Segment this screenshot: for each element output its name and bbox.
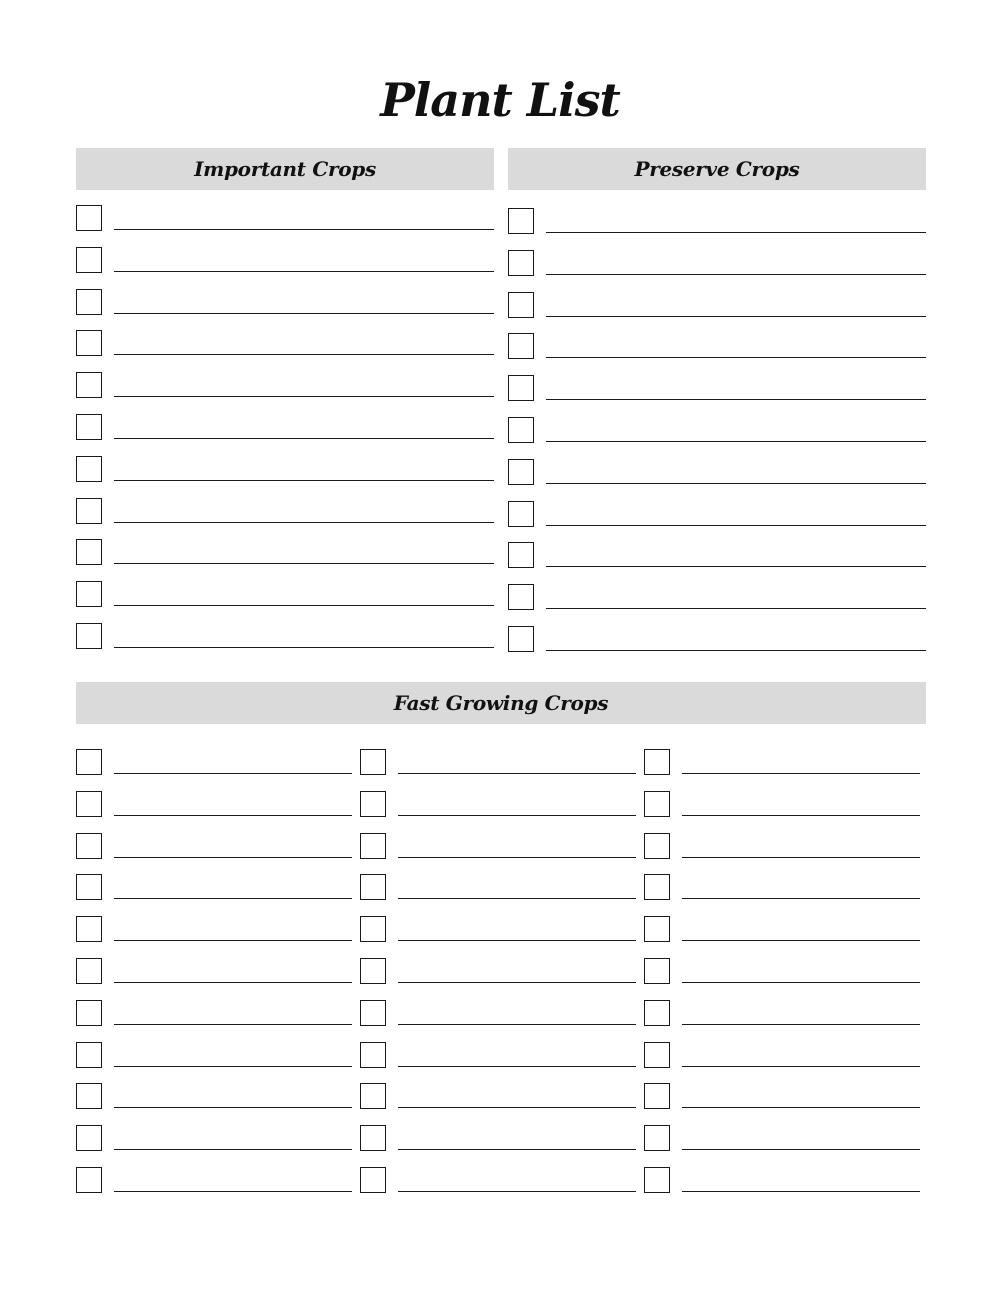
checkbox[interactable] (76, 330, 102, 356)
checkbox[interactable] (76, 1000, 102, 1026)
checkbox[interactable] (76, 833, 102, 859)
checkbox[interactable] (76, 581, 102, 607)
fast-growing-crops-row (76, 833, 352, 861)
checkbox[interactable] (508, 417, 534, 443)
checkbox[interactable] (76, 874, 102, 900)
important-crops-row (76, 330, 494, 358)
fast-growing-crops-list-col-1 (76, 749, 352, 1195)
checkbox[interactable] (508, 459, 534, 485)
checkbox[interactable] (76, 1083, 102, 1109)
write-in-line[interactable] (398, 982, 636, 983)
write-in-line[interactable] (546, 274, 926, 275)
checkbox[interactable] (508, 542, 534, 568)
important-crops-row (76, 456, 494, 484)
preserve-crops-row (508, 542, 926, 570)
write-in-line[interactable] (546, 608, 926, 609)
checkbox[interactable] (76, 1167, 102, 1193)
preserve-crops-row (508, 292, 926, 320)
checkbox[interactable] (360, 916, 386, 942)
important-crops-list (76, 205, 494, 651)
write-in-line[interactable] (682, 857, 920, 858)
fast-growing-crops-row (76, 749, 352, 777)
checkbox[interactable] (76, 372, 102, 398)
write-in-line[interactable] (114, 940, 352, 941)
checkbox[interactable] (508, 626, 534, 652)
checkbox[interactable] (76, 456, 102, 482)
write-in-line[interactable] (546, 650, 926, 651)
checkbox[interactable] (76, 289, 102, 315)
checkbox[interactable] (76, 539, 102, 565)
fast-growing-crops-row (76, 958, 352, 986)
checkbox[interactable] (360, 874, 386, 900)
checkbox[interactable] (360, 1167, 386, 1193)
write-in-line[interactable] (546, 357, 926, 358)
write-in-line[interactable] (546, 525, 926, 526)
write-in-line[interactable] (398, 1191, 636, 1192)
checkbox[interactable] (644, 833, 670, 859)
write-in-line[interactable] (398, 815, 636, 816)
fast-growing-crops-row (644, 874, 920, 902)
fast-growing-crops-row (360, 958, 636, 986)
write-in-line[interactable] (114, 815, 352, 816)
preserve-crops-row (508, 459, 926, 487)
write-in-line[interactable] (114, 313, 494, 314)
write-in-line[interactable] (398, 940, 636, 941)
write-in-line[interactable] (114, 438, 494, 439)
checkbox[interactable] (508, 375, 534, 401)
important-crops-row (76, 414, 494, 442)
fast-growing-crops-row (360, 833, 636, 861)
fast-growing-crops-list-col-3 (644, 749, 920, 1195)
important-crops-row (76, 581, 494, 609)
checkbox[interactable] (644, 1167, 670, 1193)
checkbox[interactable] (76, 1125, 102, 1151)
write-in-line[interactable] (682, 1024, 920, 1025)
checkbox[interactable] (76, 205, 102, 231)
preserve-crops-list (508, 208, 926, 654)
write-in-line[interactable] (682, 940, 920, 941)
checkbox[interactable] (76, 791, 102, 817)
important-crops-row (76, 498, 494, 526)
preserve-crops-row (508, 626, 926, 654)
write-in-line[interactable] (114, 1066, 352, 1067)
checkbox[interactable] (508, 501, 534, 527)
write-in-line[interactable] (682, 1149, 920, 1150)
write-in-line[interactable] (398, 1024, 636, 1025)
fast-growing-crops-row (644, 749, 920, 777)
fast-growing-crops-label: Fast Growing Crops (393, 691, 609, 715)
fast-growing-crops-row (76, 1000, 352, 1028)
checkbox[interactable] (508, 208, 534, 234)
fast-growing-crops-row (644, 791, 920, 819)
write-in-line[interactable] (546, 399, 926, 400)
checkbox[interactable] (360, 1125, 386, 1151)
checkbox[interactable] (360, 833, 386, 859)
checkbox[interactable] (76, 623, 102, 649)
fast-growing-crops-row (76, 874, 352, 902)
write-in-line[interactable] (114, 605, 494, 606)
write-in-line[interactable] (114, 354, 494, 355)
page-title: Plant List (380, 73, 620, 127)
write-in-line[interactable] (682, 773, 920, 774)
important-crops-row (76, 623, 494, 651)
fast-growing-crops-row (360, 1000, 636, 1028)
checkbox[interactable] (360, 1000, 386, 1026)
write-in-line[interactable] (682, 815, 920, 816)
preserve-crops-row (508, 250, 926, 278)
checkbox[interactable] (360, 749, 386, 775)
checkbox[interactable] (360, 958, 386, 984)
write-in-line[interactable] (546, 483, 926, 484)
fast-growing-crops-row (360, 749, 636, 777)
write-in-line[interactable] (114, 1107, 352, 1108)
checkbox[interactable] (76, 916, 102, 942)
write-in-line[interactable] (682, 1066, 920, 1067)
preserve-crops-row (508, 333, 926, 361)
fast-growing-crops-row (76, 1083, 352, 1111)
fast-growing-crops-row (644, 1000, 920, 1028)
preserve-crops-row (508, 584, 926, 612)
write-in-line[interactable] (114, 1149, 352, 1150)
checkbox[interactable] (76, 749, 102, 775)
write-in-line[interactable] (682, 1107, 920, 1108)
write-in-line[interactable] (114, 396, 494, 397)
write-in-line[interactable] (114, 1024, 352, 1025)
write-in-line[interactable] (114, 982, 352, 983)
fast-growing-crops-row (644, 916, 920, 944)
write-in-line[interactable] (398, 898, 636, 899)
write-in-line[interactable] (114, 522, 494, 523)
checkbox[interactable] (644, 916, 670, 942)
preserve-crops-header (508, 148, 926, 190)
fast-growing-crops-row (644, 1083, 920, 1111)
fast-growing-crops-row (76, 1042, 352, 1070)
fast-growing-crops-row (644, 833, 920, 861)
write-in-line[interactable] (398, 1149, 636, 1150)
write-in-line[interactable] (114, 857, 352, 858)
checkbox[interactable] (360, 1042, 386, 1068)
fast-growing-crops-row (360, 1125, 636, 1153)
important-crops-label: Important Crops (194, 157, 376, 181)
checkbox[interactable] (508, 250, 534, 276)
fast-growing-crops-row (76, 916, 352, 944)
write-in-line[interactable] (546, 441, 926, 442)
checkbox[interactable] (644, 791, 670, 817)
important-crops-header (76, 148, 494, 190)
write-in-line[interactable] (546, 316, 926, 317)
fast-growing-crops-row (644, 1042, 920, 1070)
write-in-line[interactable] (398, 857, 636, 858)
fast-growing-crops-row (360, 791, 636, 819)
write-in-line[interactable] (398, 1066, 636, 1067)
important-crops-row (76, 247, 494, 275)
write-in-line[interactable] (546, 566, 926, 567)
checkbox[interactable] (644, 749, 670, 775)
checkbox[interactable] (644, 874, 670, 900)
write-in-line[interactable] (114, 271, 494, 272)
checkbox[interactable] (644, 1042, 670, 1068)
preserve-crops-row (508, 375, 926, 403)
checkbox[interactable] (76, 247, 102, 273)
important-crops-row (76, 372, 494, 400)
fast-growing-crops-row (76, 1125, 352, 1153)
write-in-line[interactable] (398, 1107, 636, 1108)
important-crops-row (76, 205, 494, 233)
important-crops-row (76, 539, 494, 567)
write-in-line[interactable] (114, 647, 494, 648)
write-in-line[interactable] (682, 982, 920, 983)
checkbox[interactable] (76, 1042, 102, 1068)
fast-growing-crops-row (360, 1042, 636, 1070)
write-in-line[interactable] (114, 773, 352, 774)
checkbox[interactable] (76, 414, 102, 440)
fast-growing-crops-list-col-2 (360, 749, 636, 1195)
write-in-line[interactable] (114, 1191, 352, 1192)
checkbox[interactable] (76, 498, 102, 524)
fast-growing-crops-row (76, 1167, 352, 1195)
preserve-crops-row (508, 208, 926, 236)
checkbox[interactable] (644, 1083, 670, 1109)
checkbox[interactable] (644, 958, 670, 984)
write-in-line[interactable] (682, 1191, 920, 1192)
checkbox[interactable] (360, 791, 386, 817)
fast-growing-crops-row (360, 874, 636, 902)
fast-growing-crops-row (76, 791, 352, 819)
write-in-line[interactable] (114, 563, 494, 564)
write-in-line[interactable] (114, 898, 352, 899)
checkbox[interactable] (508, 584, 534, 610)
fast-growing-crops-row (644, 1125, 920, 1153)
preserve-crops-row (508, 501, 926, 529)
checkbox[interactable] (508, 333, 534, 359)
checkbox[interactable] (76, 958, 102, 984)
fast-growing-crops-row (644, 1167, 920, 1195)
fast-growing-crops-row (360, 916, 636, 944)
fast-growing-crops-header (76, 682, 926, 724)
important-crops-row (76, 289, 494, 317)
checkbox[interactable] (508, 292, 534, 318)
write-in-line[interactable] (114, 480, 494, 481)
checkbox[interactable] (644, 1000, 670, 1026)
write-in-line[interactable] (682, 898, 920, 899)
write-in-line[interactable] (546, 232, 926, 233)
fast-growing-crops-row (644, 958, 920, 986)
fast-growing-crops-row (360, 1167, 636, 1195)
preserve-crops-row (508, 417, 926, 445)
write-in-line[interactable] (398, 773, 636, 774)
preserve-crops-label: Preserve Crops (634, 157, 800, 181)
checkbox[interactable] (360, 1083, 386, 1109)
write-in-line[interactable] (114, 229, 494, 230)
checkbox[interactable] (644, 1125, 670, 1151)
fast-growing-crops-row (360, 1083, 636, 1111)
